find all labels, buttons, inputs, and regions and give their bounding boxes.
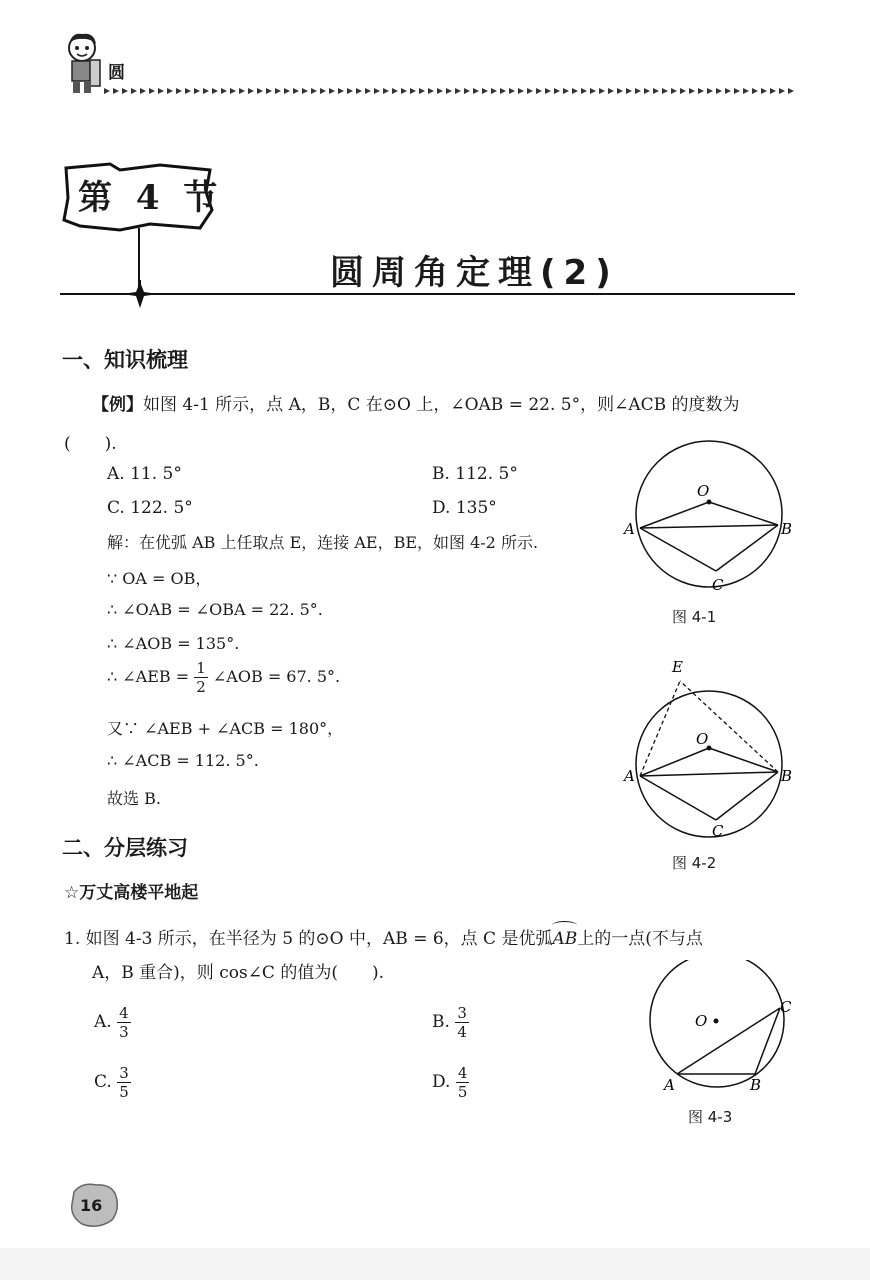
- fraction-denominator: 2: [196, 678, 206, 696]
- badge-stem: [136, 228, 142, 288]
- option-a: A. 11. 5°: [107, 464, 182, 484]
- figure-4-3: [640, 960, 800, 1100]
- solution-line6: 又∵ ∠AEB + ∠ACB = 180°，: [107, 719, 344, 738]
- q1-a-den: 3: [119, 1023, 129, 1041]
- q1-option-b-label: B.: [432, 1012, 450, 1032]
- q1-d-num: 4: [457, 1064, 468, 1082]
- header-arrow-rule: [104, 86, 794, 96]
- bottom-strip: [0, 1248, 870, 1280]
- q1-a-num: 4: [119, 1004, 129, 1022]
- q1-option-b-frac: [455, 1004, 469, 1041]
- fig2-caption: 图 4-2: [672, 854, 717, 872]
- fig2-label-o: O: [696, 730, 709, 748]
- fig2-label-e: E: [672, 658, 683, 676]
- q1-option-a-frac: [117, 1004, 131, 1041]
- q1-option-c-label: C.: [94, 1072, 112, 1092]
- solution-line1: 解：在优弧 AB 上任取点 E，连接 AE，BE，如图 4-2 所示.: [107, 533, 539, 552]
- q1-line2: A，B 重合)，则 cos∠C 的值为( ).: [92, 963, 385, 983]
- part2-heading: 二、分层练习: [62, 836, 188, 860]
- fig3-label-c: C: [780, 998, 792, 1016]
- q1-option-c-frac: [117, 1064, 131, 1101]
- example-tag: 【例】: [92, 395, 143, 415]
- q1-line1-pre: 1. 如图 4-3 所示，在半径为 5 的⊙O 中，AB = 6，点 C 是优弧: [64, 929, 553, 949]
- example-question-line1: 如图 4-1 所示，点 A，B，C 在⊙O 上，∠OAB = 22. 5°，则∠ACB 的度数为: [143, 395, 740, 415]
- solution-line5-post: ∠AOB = 67. 5°.: [212, 667, 341, 686]
- fig2-label-a: A: [624, 767, 635, 785]
- solution-line2: ∵ OA = OB，: [107, 569, 212, 588]
- figure-4-1: [620, 430, 800, 600]
- chapter-name: 圆: [108, 63, 125, 83]
- option-c: C. 122. 5°: [107, 498, 193, 518]
- q1-b-num: 3: [457, 1004, 467, 1022]
- mascot-icon: [60, 30, 104, 94]
- section-label: 第 4 节: [78, 178, 224, 218]
- q1-c-den: 5: [119, 1083, 129, 1101]
- fig3-caption: 图 4-3: [688, 1108, 733, 1126]
- fig1-label-a: A: [624, 520, 635, 538]
- fraction-half: [194, 659, 208, 696]
- page-number: 16: [80, 1196, 103, 1215]
- solution-line3: ∴ ∠OAB = ∠OBA = 22. 5°.: [107, 600, 323, 619]
- arc-mark: [552, 921, 577, 930]
- section-title: 圆周角定理(2): [330, 253, 619, 293]
- solution-line4: ∴ ∠AOB = 135°.: [107, 634, 240, 653]
- q1-line1-post: 上的一点(不与点: [577, 929, 703, 949]
- solution-line5-pre: ∴ ∠AEB =: [107, 667, 190, 686]
- q1-option-d-frac: [456, 1064, 470, 1101]
- solution-line5: [107, 659, 340, 696]
- q1-option-a: [94, 1004, 131, 1041]
- fig1-caption: 图 4-1: [672, 608, 717, 626]
- example-question-line2: ( ).: [64, 434, 117, 454]
- q1-c-num: 3: [119, 1064, 129, 1082]
- fig1-label-o: O: [697, 482, 710, 500]
- example-line1: [92, 394, 740, 416]
- q1-option-d-label: D.: [432, 1072, 451, 1092]
- solution-line7: ∴ ∠ACB = 112. 5°.: [107, 751, 259, 770]
- fig2-label-b: B: [781, 767, 793, 785]
- part2-subheading: ☆万丈高楼平地起: [64, 883, 199, 903]
- q1-d-den: 5: [457, 1083, 468, 1101]
- option-b: B. 112. 5°: [432, 464, 518, 484]
- q1-option-b: [432, 1004, 469, 1041]
- q1-option-c: [94, 1064, 131, 1101]
- fig1-label-c: C: [712, 576, 724, 594]
- fig1-label-b: B: [781, 520, 793, 538]
- fig3-label-b: B: [750, 1076, 762, 1094]
- fraction-numerator: 1: [196, 659, 206, 677]
- figure-4-2: [620, 654, 800, 844]
- solution-line8: 故选 B.: [107, 789, 161, 808]
- part1-heading: 一、知识梳理: [62, 348, 188, 372]
- fig2-label-c: C: [712, 822, 724, 840]
- q1-arc-ab: AB: [552, 929, 578, 949]
- q1-b-den: 4: [457, 1023, 467, 1041]
- fig3-label-o: O: [695, 1012, 708, 1030]
- q1-option-a-label: A.: [94, 1012, 112, 1032]
- q1-option-d: [432, 1064, 469, 1101]
- fig3-label-a: A: [664, 1076, 675, 1094]
- q1-line1: [64, 928, 703, 950]
- option-d: D. 135°: [432, 498, 497, 518]
